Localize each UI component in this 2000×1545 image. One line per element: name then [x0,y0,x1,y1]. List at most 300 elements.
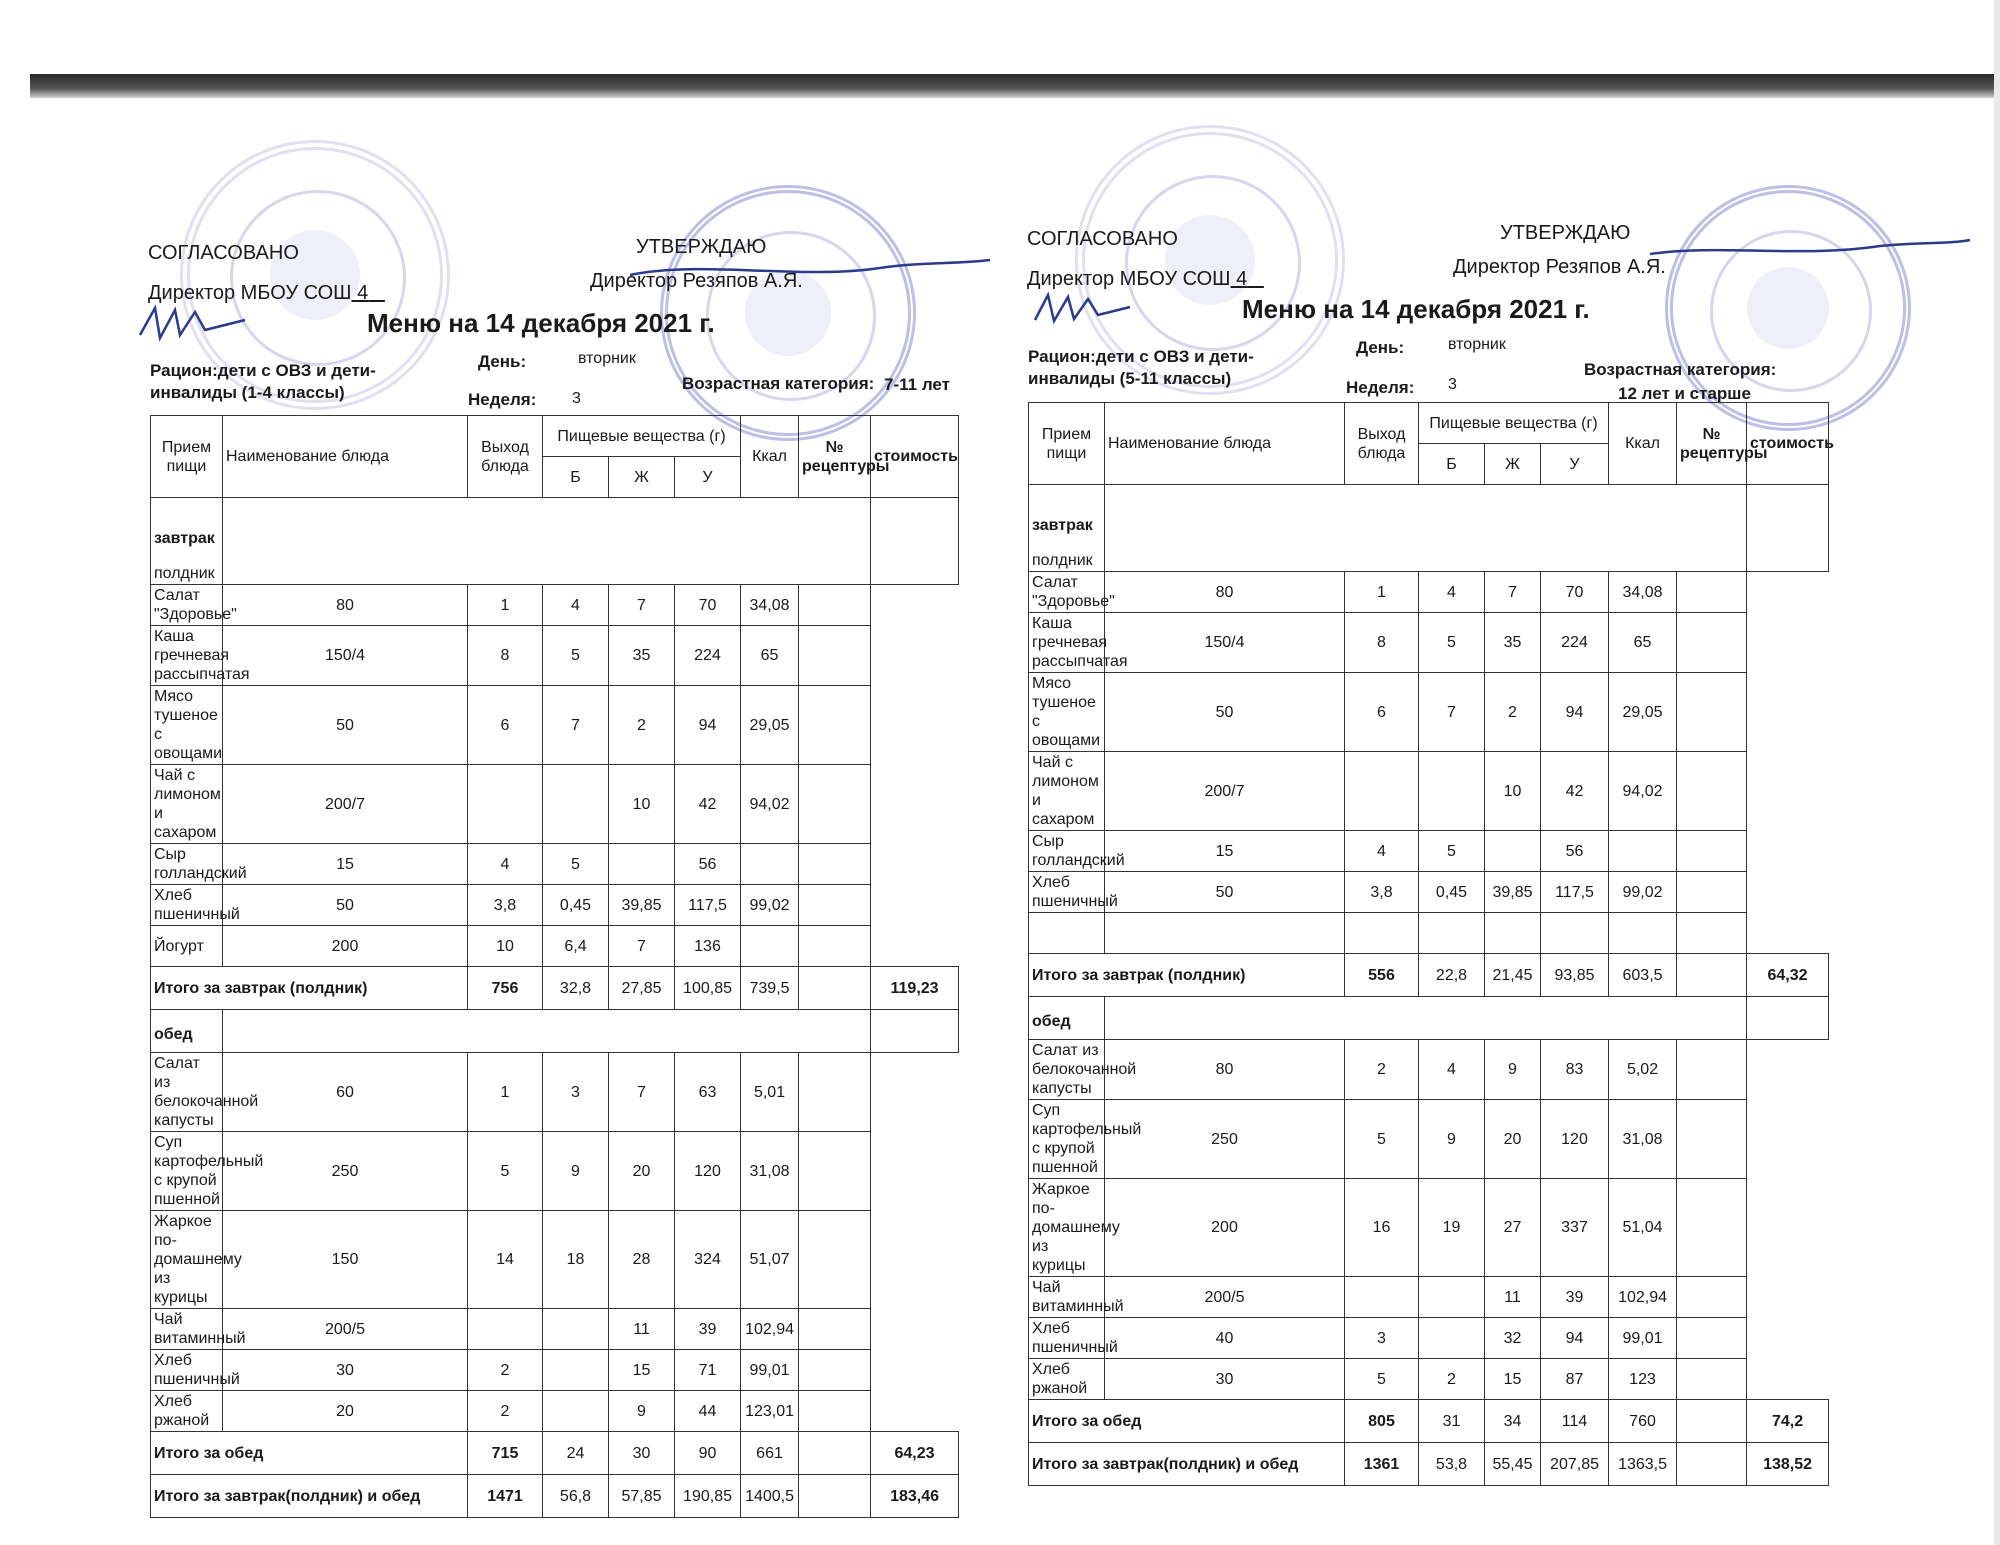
ration-label: Рацион:дети с ОВЗ и дети-инвалиды (5-11 классы) [1028,347,1254,388]
carbs: 27 [1485,1179,1541,1277]
total-yield: 715 [468,1432,543,1475]
yield: 80 [1105,572,1345,613]
dish-name [1029,913,1105,954]
protein: 8 [1345,613,1419,673]
recipe-number: 102,94 [1609,1277,1677,1318]
kcal: 42 [675,765,741,844]
protein: 10 [468,926,543,967]
fat: 2 [1419,1359,1485,1400]
signature-right [1030,285,1140,330]
protein: 4 [468,844,543,885]
age-label: Возрастная категория: [1584,360,1777,379]
col-zh: Ж [609,457,675,498]
yield: 40 [1105,1318,1345,1359]
dish-name: Хлеб пшеничный [151,885,223,926]
fat [1419,1277,1485,1318]
protein: 2 [1345,1040,1419,1100]
col-yield: Выход блюда [1345,403,1419,485]
dish-name: Мясо тушеное с овощами [151,686,223,765]
protein: 3,8 [468,885,543,926]
grand-total-row [1029,1443,1829,1486]
menu-title: Меню на 14 декабря 2021 г. [1242,294,1590,324]
protein: 1 [468,585,543,626]
carbs: 20 [1485,1100,1541,1179]
carbs: 35 [1485,613,1541,673]
carbs: 9 [609,1391,675,1432]
lunch-total-row [1029,1400,1829,1443]
age-value: 12 лет и старше [1618,384,1751,403]
approve-label: УТВЕРЖДАЮ [1500,222,1631,244]
carbs: 2 [1485,673,1541,752]
total-carbs: 100,85 [675,967,741,1010]
dish-name: Мясо тушеное с овощами [1029,673,1105,752]
kcal: 224 [675,626,741,686]
fat: 4 [1419,572,1485,613]
dish-name: Салат "Здоровье" [151,585,223,626]
recipe-number: 29,05 [1609,673,1677,752]
total-kcal: 1400,5 [741,1475,799,1518]
total-label: Итого за завтрак(полдник) и обед [1029,1443,1345,1486]
col-dish: Наименование блюда [223,416,468,498]
total-fat: 57,85 [609,1475,675,1518]
dish-name: Салат "Здоровье" [1029,572,1105,613]
kcal: 94 [1541,673,1609,752]
yield: 200 [1105,1179,1345,1277]
carbs: 39,85 [1485,872,1541,913]
cost [1677,1100,1747,1179]
dish-name: Чай витаминный [151,1309,223,1350]
yield: 50 [223,686,468,765]
yield: 50 [223,885,468,926]
protein: 8 [468,626,543,686]
kcal: 63 [675,1053,741,1132]
table-row [1029,752,1829,831]
recipe-number [1609,831,1677,872]
total-cost: 138,52 [1747,1443,1829,1486]
protein: 4 [1345,831,1419,872]
protein: 6 [468,686,543,765]
recipe-number: 94,02 [741,765,799,844]
kcal: 94 [1541,1318,1609,1359]
day-label: День: [1356,338,1405,357]
kcal: 56 [1541,831,1609,872]
kcal: 337 [1541,1179,1609,1277]
carbs: 15 [1485,1359,1541,1400]
total-cost: 74,2 [1747,1400,1829,1443]
lunch-label: обед [154,1026,193,1043]
yield: 250 [1105,1100,1345,1179]
protein: 3 [1345,1318,1419,1359]
cost [1677,872,1747,913]
col-cost: стоимость [871,416,959,498]
table-row [1029,1277,1829,1318]
carbs: 10 [1485,752,1541,831]
carbs: 32 [1485,1318,1541,1359]
recipe-number: 5,02 [1609,1040,1677,1100]
recipe-number: 65 [741,626,799,686]
week-value: 3 [572,390,581,407]
approve-label: УТВЕРЖДАЮ [636,236,767,258]
col-dish: Наименование блюда [1105,403,1345,485]
yield: 15 [1105,831,1345,872]
total-kcal: 603,5 [1609,954,1677,997]
col-zh: Ж [1485,444,1541,485]
col-kcal: Ккал [741,416,799,498]
recipe-number: 99,02 [741,885,799,926]
fat [1419,913,1485,954]
protein: 16 [1345,1179,1419,1277]
menu-title: Меню на 14 декабря 2021 г. [367,308,715,338]
right-breakfast-rows [1029,572,1829,954]
fat: 6,4 [543,926,609,967]
agreed-by: Директор МБОУ СОШ [148,282,352,304]
total-kcal: 1363,5 [1609,1443,1677,1486]
dish-name: Хлеб пшеничный [151,1350,223,1391]
dish-name: Хлеб ржаной [151,1391,223,1432]
dish-name: Хлеб ржаной [1029,1359,1105,1400]
dish-name: Салат из белокочанной капусты [151,1053,223,1132]
total-label: Итого за завтрак(полдник) и обед [151,1475,468,1518]
fat: 4 [1419,1040,1485,1100]
carbs: 20 [609,1132,675,1211]
col-recipe: № рецептуры [1677,403,1747,485]
col-nutrients: Пищевые вещества (г) [1419,403,1609,444]
total-carbs: 114 [1541,1400,1609,1443]
fat: 4 [543,585,609,626]
fat [1419,1318,1485,1359]
total-carbs: 207,85 [1541,1443,1609,1486]
protein: 6 [1345,673,1419,752]
approve-by: Директор Резяпов А.Я. [590,270,803,292]
yield: 200/5 [223,1309,468,1350]
school-number: 4 [357,282,369,304]
dish-name: Каша гречневая рассыпчатая [1029,613,1105,673]
yield: 200/7 [223,765,468,844]
fat: 3 [543,1053,609,1132]
total-yield: 1471 [468,1475,543,1518]
table-row [1029,613,1829,673]
cost [1677,1277,1747,1318]
agreed-label: СОГЛАСОВАНО [148,242,299,264]
yield [1105,913,1345,954]
kcal: 39 [1541,1277,1609,1318]
col-kcal: Ккал [1609,403,1677,485]
dish-name: Йогурт [151,926,223,967]
protein: 14 [468,1211,543,1309]
yield: 200/7 [1105,752,1345,831]
week-value: 3 [1448,376,1457,393]
col-meal: Прием пищи [1029,403,1105,485]
carbs: 7 [609,926,675,967]
approve-by: Директор Резяпов А.Я. [1453,256,1666,278]
yield: 80 [1105,1040,1345,1100]
fat: 5 [543,626,609,686]
signature-approve-right [1640,232,1980,272]
protein: 5 [1345,1100,1419,1179]
dish-name: Жаркое по-домашнему из курицы [1029,1179,1105,1277]
total-protein: 31 [1419,1400,1485,1443]
kcal: 117,5 [675,885,741,926]
total-recipe-number [1677,954,1747,997]
recipe-number: 65 [1609,613,1677,673]
table-row [1029,572,1829,613]
carbs: 28 [609,1211,675,1309]
right-lunch-rows [1029,1040,1829,1400]
yield: 250 [223,1132,468,1211]
recipe-number: 123,01 [741,1391,799,1432]
breakfast-label: завтрак [154,530,215,547]
day-value: вторник [1448,336,1506,353]
recipe-number: 99,01 [1609,1318,1677,1359]
total-yield: 805 [1345,1400,1419,1443]
dish-name: Сыр голландский [151,844,223,885]
day-value: вторник [578,350,636,367]
cost [1677,913,1747,954]
carbs: 9 [1485,1040,1541,1100]
yield: 15 [223,844,468,885]
recipe-number: 123 [1609,1359,1677,1400]
yield: 150/4 [223,626,468,686]
day-label: День: [478,352,527,371]
yield: 50 [1105,872,1345,913]
total-cost: 64,32 [1747,954,1829,997]
dish-name: Хлеб пшеничный [1029,872,1105,913]
total-fat: 30 [609,1432,675,1475]
recipe-number: 34,08 [1609,572,1677,613]
cost [1677,752,1747,831]
kcal: 120 [1541,1100,1609,1179]
carbs: 35 [609,626,675,686]
cost [1677,1359,1747,1400]
lunch-label: обед [1032,1013,1071,1030]
fat: 9 [543,1132,609,1211]
snack-label: полдник [154,565,215,582]
recipe-number: 51,04 [1609,1179,1677,1277]
yield: 200/5 [1105,1277,1345,1318]
col-u: У [675,457,741,498]
protein: 2 [468,1350,543,1391]
total-protein: 22,8 [1419,954,1485,997]
recipe-number: 102,94 [741,1309,799,1350]
total-label: Итого за обед [1029,1400,1345,1443]
dish-name: Салат из белокочанной капусты [1029,1040,1105,1100]
col-meal: Прием пищи [151,416,223,498]
table-row [1029,1040,1829,1100]
protein: 3,8 [1345,872,1419,913]
total-protein: 32,8 [543,967,609,1010]
kcal: 324 [675,1211,741,1309]
fat: 0,45 [1419,872,1485,913]
kcal [1541,913,1609,954]
agreed-by: Директор МБОУ СОШ [1027,268,1231,290]
yield: 30 [223,1350,468,1391]
protein: 1 [1345,572,1419,613]
yield: 150/4 [1105,613,1345,673]
total-kcal: 739,5 [741,967,799,1010]
dish-name: Чай с лимоном и сахаром [1029,752,1105,831]
protein [1345,752,1419,831]
breakfast-label: завтрак [1032,517,1093,534]
kcal: 70 [675,585,741,626]
kcal: 136 [675,926,741,967]
cost [1677,673,1747,752]
table-row [1029,1100,1829,1179]
yield: 50 [1105,673,1345,752]
col-b: Б [1419,444,1485,485]
total-cost: 183,46 [871,1475,959,1518]
table-row [1029,1179,1829,1277]
recipe-number [1609,913,1677,954]
kcal: 44 [675,1391,741,1432]
table-row [1029,1359,1829,1400]
total-kcal: 760 [1609,1400,1677,1443]
carbs: 11 [609,1309,675,1350]
kcal: 42 [1541,752,1609,831]
recipe-number: 29,05 [741,686,799,765]
total-carbs: 93,85 [1541,954,1609,997]
fat: 18 [543,1211,609,1309]
fat: 5 [543,844,609,885]
carbs: 10 [609,765,675,844]
recipe-number: 51,07 [741,1211,799,1309]
total-protein: 53,8 [1419,1443,1485,1486]
carbs: 7 [609,1053,675,1132]
agreed-label: СОГЛАСОВАНО [1027,228,1178,250]
total-recipe-number [1677,1400,1747,1443]
cost [1677,572,1747,613]
total-fat: 55,45 [1485,1443,1541,1486]
cost [1677,831,1747,872]
recipe-number: 99,02 [1609,872,1677,913]
total-kcal: 661 [741,1432,799,1475]
age-label: Возрастная категория: [682,374,875,393]
col-b: Б [543,457,609,498]
table-row [1029,831,1829,872]
recipe-number: 5,01 [741,1053,799,1132]
yield: 150 [223,1211,468,1309]
yield: 80 [223,585,468,626]
fat: 7 [1419,673,1485,752]
kcal: 83 [1541,1040,1609,1100]
dish-name: Жаркое по-домашнему из курицы [151,1211,223,1309]
total-yield: 556 [1345,954,1419,997]
total-protein: 24 [543,1432,609,1475]
ration-label: Рацион:дети с ОВЗ и дети-инвалиды (1-4 классы) [150,361,376,402]
week-label: Неделя: [1346,378,1415,397]
protein [1345,913,1419,954]
recipe-number: 94,02 [1609,752,1677,831]
table-row [1029,913,1829,954]
total-label: Итого за завтрак (полдник) [151,967,468,1010]
age-value: 7-11 лет [884,375,950,394]
total-fat: 34 [1485,1400,1541,1443]
carbs: 7 [1485,572,1541,613]
yield: 60 [223,1053,468,1132]
col-yield: Выход блюда [468,416,543,498]
kcal: 56 [675,844,741,885]
kcal: 94 [675,686,741,765]
dish-name: Суп картофельный с крупой пшенной [151,1132,223,1211]
kcal: 39 [675,1309,741,1350]
fat: 0,45 [543,885,609,926]
kcal: 120 [675,1132,741,1211]
right-menu-table [1028,402,1834,1486]
carbs: 15 [609,1350,675,1391]
protein: 5 [468,1132,543,1211]
cost [1677,613,1747,673]
fat: 7 [543,686,609,765]
total-label: Итого за завтрак (полдник) [1029,954,1345,997]
yield: 30 [1105,1359,1345,1400]
dish-name: Сыр голландский [1029,831,1105,872]
dish-name: Чай с лимоном и сахаром [151,765,223,844]
yield: 20 [223,1391,468,1432]
fat [1419,752,1485,831]
kcal: 87 [1541,1359,1609,1400]
protein [1345,1277,1419,1318]
protein: 5 [1345,1359,1419,1400]
table-row [1029,673,1829,752]
total-label: Итого за обед [151,1432,468,1475]
total-carbs: 90 [675,1432,741,1475]
yield: 200 [223,926,468,967]
total-recipe-number [1677,1443,1747,1486]
fat: 5 [1419,613,1485,673]
total-yield: 1361 [1345,1443,1419,1486]
total-yield: 756 [468,967,543,1010]
recipe-number: 34,08 [741,585,799,626]
fat: 5 [1419,831,1485,872]
table-row [1029,1318,1829,1359]
protein: 2 [468,1391,543,1432]
total-protein: 56,8 [543,1475,609,1518]
cost [1677,1040,1747,1100]
table-row [1029,872,1829,913]
fat: 19 [1419,1179,1485,1277]
total-cost: 119,23 [871,967,959,1010]
total-cost: 64,23 [871,1432,959,1475]
total-fat: 21,45 [1485,954,1541,997]
total-fat: 27,85 [609,967,675,1010]
recipe-number: 31,08 [1609,1100,1677,1179]
carbs [1485,913,1541,954]
carbs: 2 [609,686,675,765]
col-u: У [1541,444,1609,485]
kcal: 224 [1541,613,1609,673]
kcal: 70 [1541,572,1609,613]
carbs: 11 [1485,1277,1541,1318]
recipe-number: 99,01 [741,1350,799,1391]
recipe-number: 31,08 [741,1132,799,1211]
carbs: 7 [609,585,675,626]
kcal: 117,5 [1541,872,1609,913]
carbs [1485,831,1541,872]
week-label: Неделя: [468,390,537,409]
fat: 9 [1419,1100,1485,1179]
total-carbs: 190,85 [675,1475,741,1518]
protein: 1 [468,1053,543,1132]
dish-name: Каша гречневая рассыпчатая [151,626,223,686]
col-nutrients: Пищевые вещества (г) [543,416,741,457]
snack-label: полдник [1032,552,1093,569]
cost [1677,1318,1747,1359]
carbs: 39,85 [609,885,675,926]
dish-name: Чай витаминный [1029,1277,1105,1318]
dish-name: Суп картофельный с крупой пшенной [1029,1100,1105,1179]
cost [1677,1179,1747,1277]
dish-name: Хлеб пшеничный [1029,1318,1105,1359]
kcal: 71 [675,1350,741,1391]
